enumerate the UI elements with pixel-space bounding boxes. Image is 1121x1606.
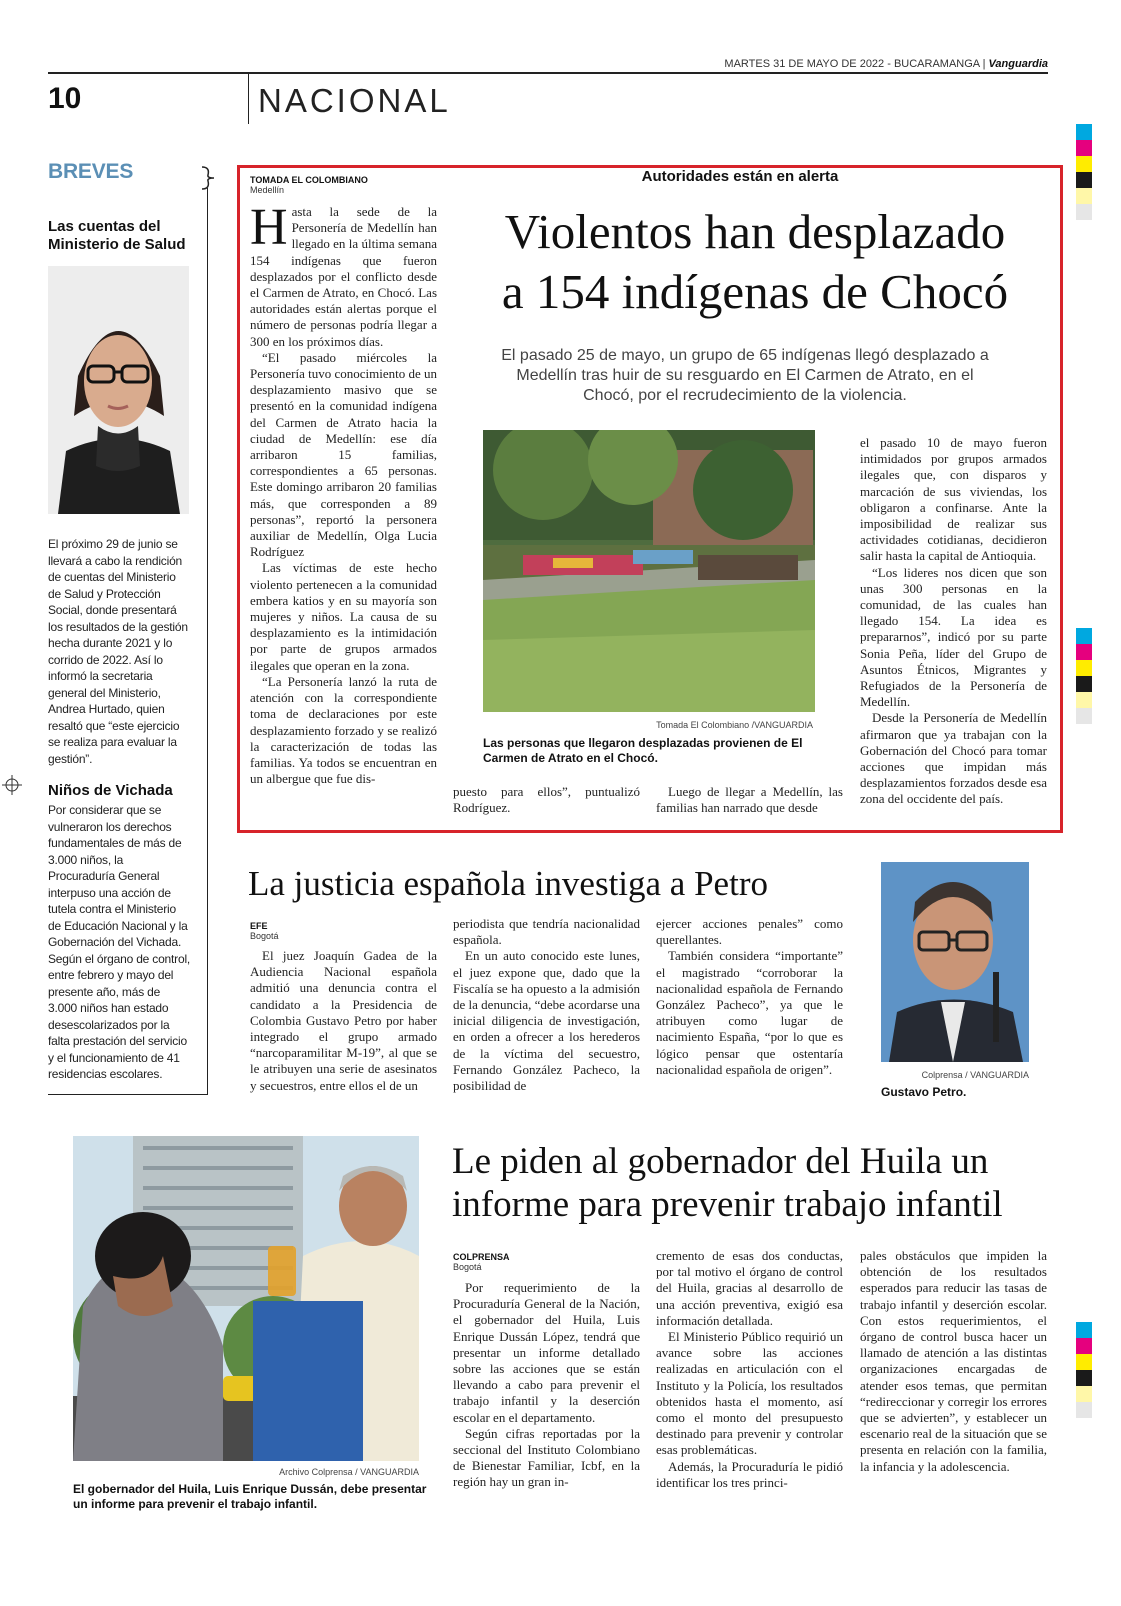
yellow-tint-swatch (1076, 188, 1092, 204)
grey-swatch (1076, 1402, 1092, 1418)
portrait-photo (48, 266, 189, 514)
paragraph: En un auto conocido este lunes, el juez expone que, dado que la Fiscalía se ha opuesto a la admisión de la denuncia, “debe acordarse una inicial diligencia de investigación, en orden a ofrecer a los herederos de la víctima del secuestro, Fernando González Pacheco, la posibilidad de (453, 948, 640, 1094)
huila-col-1 (453, 1280, 640, 1491)
breve-text-1: El próximo 29 de junio se llevará a cabo la rendición de cuentas del Ministerio de Salud y Protección Social, donde presentará los resultados de la gestión hecha durante 2021 y lo corrido de 2022. Así lo informó la secretaria general del Ministerio, Andrea Hurtado, quien resaltó que “este ejercicio se realiza para evaluar la gestión”. (48, 537, 188, 766)
huila-photo (73, 1136, 419, 1461)
paragraph: Además, la Procuraduría le pidió identificar los tres princi- (656, 1458, 843, 1490)
header-rule (48, 72, 1048, 74)
photo3-credit: Archivo Colprensa / VANGUARDIA (279, 1467, 419, 1477)
story-kicker: Autoridades están en alerta (641, 168, 839, 185)
yellow-swatch (1076, 156, 1092, 172)
magenta-swatch (1076, 140, 1092, 156)
section-divider (248, 74, 249, 124)
yellow-swatch (1076, 1354, 1092, 1370)
photo3-caption: El gobernador del Huila, Luis Enrique Dussán, debe presentar un informe para prevenir el trabajo infantil. (73, 1482, 427, 1511)
paragraph: periodista que tendría nacionalidad española. (453, 916, 640, 948)
paragraph: También considera “importante” el magistrado “corroborar la nacionalidad española de Fernando González Pacheco”, ya que le atribuyen como lugar de nacimiento España, “por lo que es lógico pensar que ostentaría nacionalidad española de origen”. (656, 948, 843, 1077)
main-col-4 (860, 435, 1047, 808)
bracket-icon (200, 165, 222, 191)
paragraph: el pasado 10 de mayo fueron intimidados por grupos armados ilegales que, con disparos y marcación de sus viviendas, los obligaron a confinarse. Ante la imposibilidad de realizar sus actividades cotidianas, decidieron salir hasta la capital de Antioquia. (860, 435, 1047, 564)
registration-mark-icon (2, 775, 22, 795)
grey-swatch (1076, 204, 1092, 220)
petro-headline: La justicia española investiga a Petro (248, 864, 768, 903)
paragraph: El juez Joaquín Gadea de la Audiencia Nacional española admitió una denuncia contra el candidato a la Presidencia de Colombia Gustavo Petro por haber integrado el grupo armado “narcoparamilitar M-19”, al que se le atribuyen una serie de asesinatos y secuestros, entre ellos el de un (250, 948, 437, 1093)
petro-col-2 (453, 916, 640, 1094)
photo2-caption: Gustavo Petro. (881, 1085, 967, 1099)
photo2-credit: Colprensa / VANGUARDIA (921, 1070, 1029, 1080)
main-col-2 (453, 784, 640, 816)
huila-headline: Le piden al gobernador del Huila un informe para prevenir trabajo infantil (452, 1141, 1003, 1225)
color-bar-middle (1076, 628, 1092, 724)
magenta-swatch (1076, 644, 1092, 660)
huila-credit (453, 1252, 510, 1272)
paragraph: cremento de esas dos conductas, por tal motivo el órgano de control del Huila, gracias al desarrollo de una acción preventiva, exigió esa información detallada. (656, 1248, 843, 1328)
breve-headline-1: Las cuentas del Ministerio de Salud (48, 218, 186, 253)
cyan-swatch (1076, 124, 1092, 140)
section-title: NACIONAL (258, 82, 451, 119)
credit-city: Bogotá (453, 1262, 482, 1272)
petro-photo (881, 862, 1029, 1062)
yellow-tint-swatch (1076, 1386, 1092, 1402)
credit-agency: TOMADA EL COLOMBIANO (250, 175, 368, 185)
paragraph: “Los lideres nos dicen que son unas 300 personas en la comunidad, de las cuales han llegado 154. La idea es prepararnos”, indicó por su parte Sonia Peña, líder del Grupo de Asuntos Étnicos, Migrantes y Refugiados de la Personería de Medellín. (860, 564, 1047, 710)
breves-bottom-rule (48, 1094, 208, 1095)
breves-title: BREVES (48, 160, 134, 183)
main-story-credit (250, 175, 368, 195)
paragraph: “La Personería lanzó la ruta de atención con la correspondiente toma de declaraciones por este desplazamiento forzado y se realizó la caracterización de todas las familias. Ya todos se encuentran en un albergue que fue dis- (250, 673, 437, 787)
dateline-text: MARTES 31 DE MAYO DE 2022 - BUCARAMANGA | (724, 58, 986, 70)
paragraph: puesto para ellos”, puntualizó Rodríguez. (453, 784, 640, 816)
cyan-swatch (1076, 1322, 1092, 1338)
paragraph: ejercer acciones penales” como querellantes. (656, 916, 843, 948)
black-swatch (1076, 676, 1092, 692)
cyan-swatch (1076, 628, 1092, 644)
credit-city: Bogotá (250, 931, 279, 941)
photo1-caption: Las personas que llegaron desplazadas provienen de El Carmen de Atrato en el Chocó. (483, 736, 803, 765)
grey-swatch (1076, 708, 1092, 724)
credit-agency: EFE (250, 921, 268, 931)
headline-line-1: Violentos han desplazado (504, 204, 1006, 259)
huila-col-2 (656, 1248, 843, 1491)
photo1-credit: Tomada El Colombiano /VANGUARDIA (656, 720, 813, 730)
yellow-tint-swatch (1076, 692, 1092, 708)
main-col-1 (250, 199, 438, 787)
petro-col-3 (656, 916, 843, 1078)
displaced-people-photo (483, 430, 815, 712)
brand-logo: Vanguardia (988, 58, 1048, 70)
paragraph: El Ministerio Público requirió un avance sobre las acciones realizadas en articulación con el Instituto y la Policía, los resultados obtenidos hasta el momento, así como el monto del presupuesto destinado para prevenir y controlar esas problemáticas. (656, 1329, 843, 1458)
paragraph: pales obstáculos que impiden la obtención de los resultados esperados para reducir las tasas de trabajo infantil y deserción escolar. Con estos requerimientos, el órgano de control busca hacer un llamado de atención a las distintas organizaciones encargadas de atender esos temas, que permitan “redireccionar y corregir los errores que se advierten”, y establecer un escenario real de la situación que se presenta en relación con la familia, la infancia y la adolescencia. (860, 1248, 1047, 1474)
headline-line-2: a 154 indígenas de Chocó (501, 264, 1009, 319)
credit-city: Medellín (250, 185, 285, 195)
paragraph: Desde la Personería de Medellín afirmaron que ya trabajan con la Gobernación del Chocó para tomar acciones que impidan más desplazamientos forzados desde esa zona del occidente del país. (860, 710, 1047, 807)
main-headline (455, 202, 1055, 322)
paragraph: asta la sede de la Personería de Medellín han llegado en la última semana 154 indígenas que fueron desplazados por el conflicto desde el Carmen de Atrato, en Chocó. Las autoridades están alertas porque el número de personas podría llegar a 300 en los próximos días. (250, 204, 437, 349)
yellow-swatch (1076, 660, 1092, 676)
petro-credit (250, 921, 279, 941)
breve-headline-2: Niños de Vichada (48, 782, 173, 799)
page-number: 10 (48, 82, 82, 115)
breves-right-rule (207, 188, 208, 1095)
dateline (600, 58, 1048, 70)
dropcap: H (250, 199, 288, 256)
magenta-swatch (1076, 1338, 1092, 1354)
black-swatch (1076, 172, 1092, 188)
black-swatch (1076, 1370, 1092, 1386)
petro-col-1 (250, 948, 437, 1094)
paragraph: Según cifras reportadas por la seccional del Instituto Colombiano de Bienestar Familiar, Icbf, en la región hay un gran in- (453, 1425, 640, 1490)
huila-col-3 (860, 1248, 1047, 1475)
story-deck: El pasado 25 de mayo, un grupo de 65 indígenas llegó desplazado a Medellín tras huir de su resguardo en El Carmen de Atrato, en el Chocó, por el recrudecimiento de la violencia. (501, 347, 989, 404)
breve-text-2: Por considerar que se vulneraron los derechos fundamentales de más de 3.000 niños, la Procuraduría General interpuso una acción de tutela contra el Ministerio de Educación Nacional y la Gobernación del Vichada. Según el órgano de control, entre febrero y mayo del presente año, más de 3.000 niños han estado desescolarizados por la falta prestación del servicio y el funcionamiento de 41 residencias escolares. (48, 803, 191, 1081)
credit-agency: COLPRENSA (453, 1252, 510, 1262)
color-bar-bottom (1076, 1322, 1092, 1418)
paragraph: “El pasado miércoles la Personería tuvo conocimiento de un desplazamiento masivo que se presentó en la comunidad indígena del Carmen de Atrato hacia la ciudad de Medellín: ese día arribaron 15 familias, correspondientes a 65 personas. Este domingo arribaron 20 familias más, que corresponden a 89 personas”, reportó la personera auxiliar de Medellín, Olga Lucia Rodríguez (250, 349, 438, 560)
paragraph: Por requerimiento de la Procuraduría General de la Nación, el gobernador del Huila, Luis Enrique Dussán López, tendrá que presentar un informe detallado sobre las acciones que se están llevando a cabo para prevenir el trabajo infantil y la deserción escolar en el departamento. (453, 1280, 640, 1425)
color-bar-top (1076, 124, 1092, 220)
paragraph: Las víctimas de este hecho violento pertenecen a la comunidad embera katios y en su mayoría son mujeres y niños. La causa de su desplazamiento es la intimidación por parte de grupos armados ilegales que operan en la zona. (250, 560, 437, 673)
paragraph: Luego de llegar a Medellín, las familias han narrado que desde (656, 784, 843, 816)
main-col-3 (656, 784, 843, 816)
